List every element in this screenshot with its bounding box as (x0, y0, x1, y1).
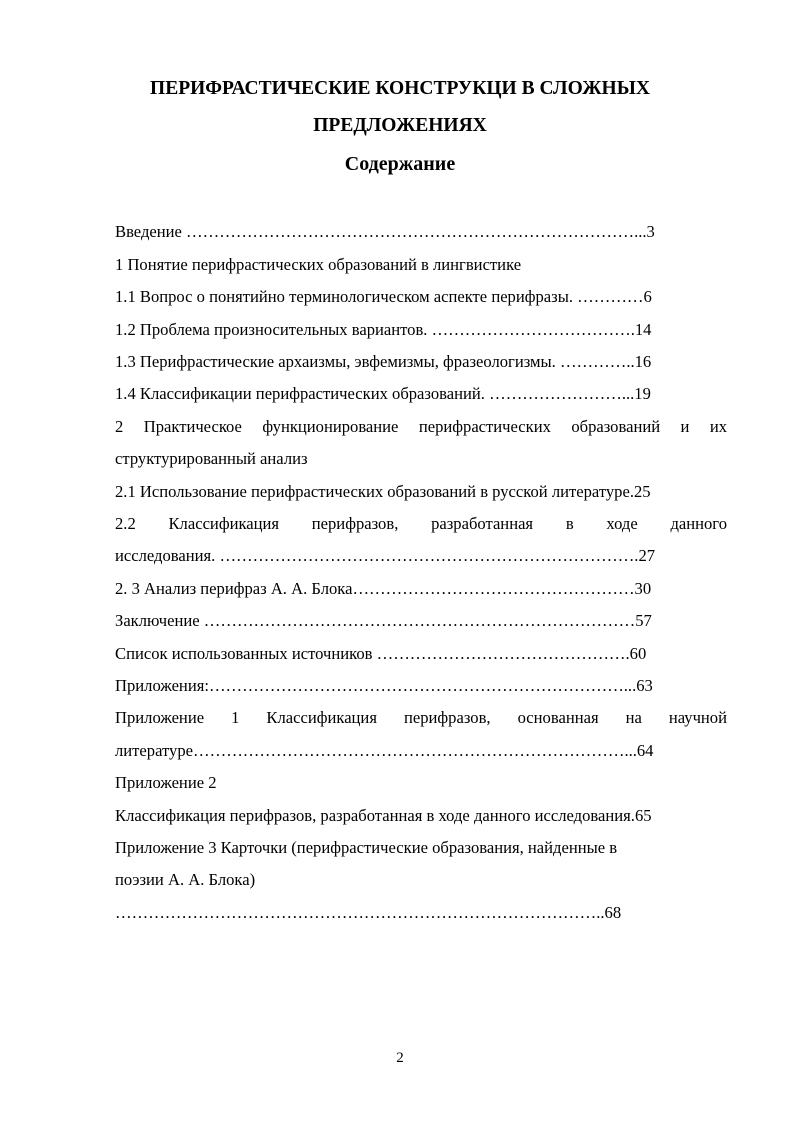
toc-entry-2-3: 2. 3 Анализ перифраз А. А. Блока……………………………………………30 (115, 579, 652, 598)
toc-entry-1-3: 1.3 Перифрастические архаизмы, эвфемизмы, фразеологизмы. …………..16 (115, 352, 652, 371)
toc-entry-2-2: 2.2 Классификация перифразов, разработанная в ходе данного (115, 514, 727, 533)
toc-entry-1-1: 1.1 Вопрос о понятийно терминологическом аспекте перифразы. …………6 (115, 287, 652, 306)
toc-entry-introduction: Введение ………………………………………………………………………...3 (115, 222, 655, 241)
toc-entry-appendix-3: Приложение 3 Карточки (перифрастические образования, найденные в (115, 838, 618, 857)
toc-entry-references: Список использованных источников ……………………………………….60 (115, 644, 647, 663)
toc-entry-chapter-2: 2 Практическое функционирование перифрастических образований и их (115, 417, 727, 436)
toc-entry-appendix-1-cont: литературе……………………………………………………………………...64 (115, 741, 654, 760)
toc-entry-appendix-3-page: ……………………………………………………………………………..68 (115, 903, 622, 922)
toc-entry-appendix-2-cont: Классификация перифразов, разработанная в ходе данного исследования.65 (115, 806, 652, 825)
toc-entry-chapter-1: 1 Понятие перифрастических образований в лингвистике (115, 255, 522, 274)
toc-entry-appendices: Приложения:…………………………………………………………………...63 (115, 676, 653, 695)
document-title-line-1: ПЕРИФРАСТИЧЕСКИЕ КОНСТРУКЦИ В СЛОЖНЫХ (150, 78, 650, 99)
contents-heading: Содержание (344, 153, 456, 175)
toc-entry-appendix-3-cont: поэзии А. А. Блока) (115, 870, 256, 889)
toc-entry-2-2-cont: исследования. ………………………………………………………………….27 (115, 546, 656, 565)
toc-entry-1-2: 1.2 Проблема произносительных вариантов. ……………………………….14 (115, 320, 652, 339)
toc-entry-1-4: 1.4 Классификации перифрастических образований. ……………………...19 (115, 384, 651, 403)
document-title-line-2: ПРЕДЛОЖЕНИЯХ (313, 115, 487, 136)
toc-entry-2-1: 2.1 Использование перифрастических образований в русской литературе.25 (115, 482, 651, 501)
page-number: 2 (396, 1050, 404, 1066)
toc-entry-conclusion: Заключение ……………………………………………………………………57 (115, 611, 652, 630)
toc-entry-appendix-1: Приложение 1 Классификация перифразов, основанная на научной (115, 708, 727, 727)
toc-entry-appendix-2: Приложение 2 (115, 773, 217, 792)
toc-entry-chapter-2-cont: структурированный анализ (115, 449, 308, 468)
